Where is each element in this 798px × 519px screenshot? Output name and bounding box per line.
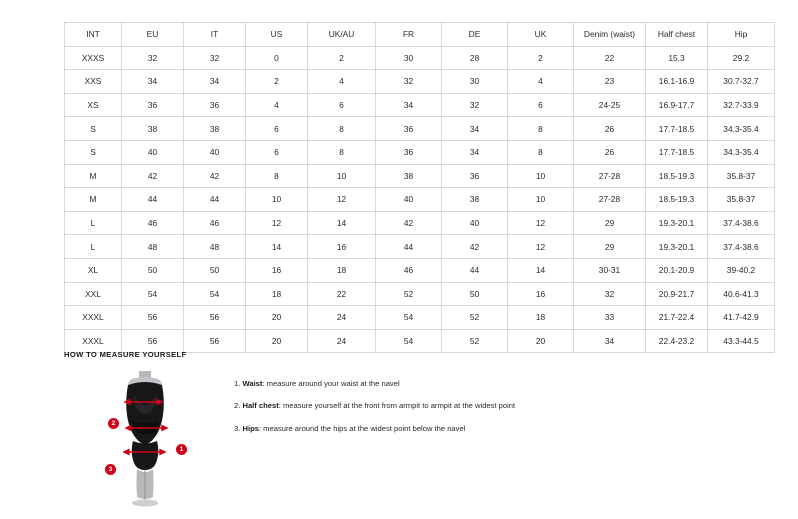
table-cell: 34 [184, 70, 246, 94]
column-header: Half chest [646, 23, 708, 47]
table-cell: 50 [442, 282, 508, 306]
list-item [234, 379, 515, 388]
table-cell: 30 [442, 70, 508, 94]
table-cell: 22 [574, 46, 646, 70]
table-cell: XXL [65, 282, 122, 306]
table-cell: 10 [246, 188, 308, 212]
table-row [65, 235, 775, 259]
table-cell: 41.7-42.9 [708, 306, 775, 330]
table-cell: 24-25 [574, 93, 646, 117]
table-cell: 19.3-20.1 [646, 235, 708, 259]
table-cell: 27-28 [574, 164, 646, 188]
measure-instruction-list [234, 369, 515, 446]
column-header: FR [376, 23, 442, 47]
mannequin-icon [112, 369, 178, 509]
table-cell: 30 [376, 46, 442, 70]
table-cell: 40 [184, 140, 246, 164]
table-cell: 10 [308, 164, 376, 188]
column-header: IT [184, 23, 246, 47]
instruction-term: Waist [242, 379, 263, 388]
table-cell: 36 [376, 117, 442, 141]
table-cell: 20 [508, 329, 574, 353]
mannequin-diagram [84, 369, 204, 514]
table-cell: 10 [508, 164, 574, 188]
instruction-text: : measure around your waist at the navel [262, 379, 400, 388]
table-cell: 6 [308, 93, 376, 117]
table-cell: 20 [246, 306, 308, 330]
table-cell: 14 [246, 235, 308, 259]
table-cell: 40 [442, 211, 508, 235]
size-chart-table [64, 22, 775, 353]
table-cell: 42 [376, 211, 442, 235]
table-cell: 8 [308, 117, 376, 141]
table-cell: 2 [246, 70, 308, 94]
table-cell: XXXL [65, 329, 122, 353]
table-cell: 34 [442, 140, 508, 164]
instruction-term: Hips [242, 423, 259, 433]
table-cell: 34.3-35.4 [708, 140, 775, 164]
table-cell: 18.5-19.3 [646, 188, 708, 212]
table-cell: 46 [122, 211, 184, 235]
table-cell: 16 [508, 282, 574, 306]
table-cell: 54 [184, 282, 246, 306]
table-cell: 24 [308, 306, 376, 330]
table-cell: 20.1-20.9 [646, 258, 708, 282]
table-cell: 48 [184, 235, 246, 259]
table-cell: 16 [308, 235, 376, 259]
table-cell: 0 [246, 46, 308, 70]
table-cell: 42 [442, 235, 508, 259]
table-cell: XXXL [65, 306, 122, 330]
table-cell: 15.3 [646, 46, 708, 70]
instruction-number: 3. [234, 423, 241, 433]
table-cell: 34 [442, 117, 508, 141]
table-cell: 43.3-44.5 [708, 329, 775, 353]
table-cell: 56 [184, 306, 246, 330]
table-cell: 44 [376, 235, 442, 259]
table-row [65, 117, 775, 141]
column-header: INT [65, 23, 122, 47]
table-row [65, 70, 775, 94]
table-cell: 36 [376, 140, 442, 164]
table-cell: 54 [376, 306, 442, 330]
table-cell: 38 [442, 188, 508, 212]
column-header: DE [442, 23, 508, 47]
table-cell: 12 [508, 211, 574, 235]
table-cell: M [65, 164, 122, 188]
table-cell: 39-40.2 [708, 258, 775, 282]
table-cell: 34 [376, 93, 442, 117]
table-cell: 14 [308, 211, 376, 235]
table-cell: 12 [246, 211, 308, 235]
table-cell: 46 [184, 211, 246, 235]
table-cell: 22 [308, 282, 376, 306]
table-cell: 52 [442, 329, 508, 353]
table-cell: 2 [508, 46, 574, 70]
measure-body [64, 369, 764, 514]
table-cell: 6 [246, 140, 308, 164]
table-cell: 12 [308, 188, 376, 212]
table-cell: 38 [122, 117, 184, 141]
table-cell: 18 [308, 258, 376, 282]
list-item [234, 424, 515, 433]
table-cell: 48 [122, 235, 184, 259]
table-cell: 20.9-21.7 [646, 282, 708, 306]
column-header: UK/AU [308, 23, 376, 47]
table-cell: 18.5-19.3 [646, 164, 708, 188]
table-cell: 16.9-17.7 [646, 93, 708, 117]
table-row [65, 282, 775, 306]
table-row [65, 258, 775, 282]
bullet-marker-3: 3 [105, 464, 116, 475]
table-cell: 50 [122, 258, 184, 282]
table-cell: 26 [574, 117, 646, 141]
table-cell: 12 [508, 235, 574, 259]
table-header-row [65, 23, 775, 47]
table-cell: S [65, 117, 122, 141]
table-cell: 27-28 [574, 188, 646, 212]
instruction-text: : measure around the hips at the widest point below the navel [258, 423, 466, 433]
table-row [65, 140, 775, 164]
table-cell: 24 [308, 329, 376, 353]
table-cell: 29 [574, 235, 646, 259]
table-cell: 29.2 [708, 46, 775, 70]
table-cell: 30.7-32.7 [708, 70, 775, 94]
instruction-number: 1. [234, 379, 241, 388]
table-cell: 4 [246, 93, 308, 117]
table-cell: 18 [246, 282, 308, 306]
column-header: EU [122, 23, 184, 47]
table-cell: 23 [574, 70, 646, 94]
table-cell: L [65, 211, 122, 235]
table-cell: 35.8-37 [708, 188, 775, 212]
table-cell: 54 [376, 329, 442, 353]
table-cell: 8 [508, 140, 574, 164]
table-cell: 4 [308, 70, 376, 94]
table-row [65, 306, 775, 330]
table-cell: 19.3-20.1 [646, 211, 708, 235]
table-cell: 28 [442, 46, 508, 70]
table-cell: 36 [122, 93, 184, 117]
table-cell: 34 [574, 329, 646, 353]
table-cell: 18 [508, 306, 574, 330]
table-cell: XL [65, 258, 122, 282]
table-cell: 2 [308, 46, 376, 70]
table-row [65, 164, 775, 188]
table-cell: 40 [122, 140, 184, 164]
table-cell: 56 [122, 306, 184, 330]
column-header: Denim (waist) [574, 23, 646, 47]
table-cell: 46 [376, 258, 442, 282]
table-cell: 21.7-22.4 [646, 306, 708, 330]
table-cell: 40 [376, 188, 442, 212]
table-cell: 40.6-41.3 [708, 282, 775, 306]
column-header: US [246, 23, 308, 47]
instruction-text: : measure yourself at the front from armpit to armpit at the widest point [278, 401, 516, 411]
table-cell: 42 [184, 164, 246, 188]
table-row [65, 188, 775, 212]
table-cell: 32 [122, 46, 184, 70]
table-cell: 34.3-35.4 [708, 117, 775, 141]
table-cell: 32.7-33.9 [708, 93, 775, 117]
table-row [65, 211, 775, 235]
table-cell: 8 [508, 117, 574, 141]
table-cell: 36 [442, 164, 508, 188]
table-cell: 56 [122, 329, 184, 353]
table-cell: 32 [376, 70, 442, 94]
table-cell: 35.8-37 [708, 164, 775, 188]
table-cell: 56 [184, 329, 246, 353]
column-header: Hip [708, 23, 775, 47]
instruction-number: 2. [234, 401, 241, 411]
table-cell: 50 [184, 258, 246, 282]
instruction-term: Half chest [242, 401, 279, 411]
section-title: HOW TO MEASURE YOURSELF [64, 350, 187, 359]
table-cell: 26 [574, 140, 646, 164]
table-cell: 16 [246, 258, 308, 282]
table-cell: XXS [65, 70, 122, 94]
table-cell: 22.4-23.2 [646, 329, 708, 353]
bullet-marker-1: 1 [176, 444, 187, 455]
table-cell: 54 [122, 282, 184, 306]
table-cell: 8 [246, 164, 308, 188]
table-cell: 14 [508, 258, 574, 282]
bullet-marker-2: 2 [108, 418, 119, 429]
list-item [234, 401, 515, 410]
table-cell: 37.4-38.6 [708, 235, 775, 259]
table-cell: 52 [376, 282, 442, 306]
size-chart-container [64, 22, 759, 353]
table-row [65, 46, 775, 70]
table-cell: 36 [184, 93, 246, 117]
table-cell: 8 [308, 140, 376, 164]
table-cell: 17.7-18.5 [646, 140, 708, 164]
table-cell: L [65, 235, 122, 259]
table-cell: 6 [508, 93, 574, 117]
table-cell: 10 [508, 188, 574, 212]
table-cell: 42 [122, 164, 184, 188]
column-header: UK [508, 23, 574, 47]
table-cell: 34 [122, 70, 184, 94]
table-cell: 6 [246, 117, 308, 141]
table-cell: 20 [246, 329, 308, 353]
table-cell: XS [65, 93, 122, 117]
table-cell: 44 [442, 258, 508, 282]
table-cell: 4 [508, 70, 574, 94]
table-cell: 32 [574, 282, 646, 306]
table-cell: 32 [184, 46, 246, 70]
table-cell: 38 [376, 164, 442, 188]
table-cell: 44 [184, 188, 246, 212]
table-cell: 38 [184, 117, 246, 141]
table-cell: 52 [442, 306, 508, 330]
table-cell: M [65, 188, 122, 212]
table-cell: 37.4-38.6 [708, 211, 775, 235]
how-to-measure-section [64, 350, 764, 514]
table-cell: XXXS [65, 46, 122, 70]
table-cell: 44 [122, 188, 184, 212]
table-cell: 33 [574, 306, 646, 330]
table-cell: S [65, 140, 122, 164]
table-cell: 17.7-18.5 [646, 117, 708, 141]
table-cell: 32 [442, 93, 508, 117]
table-row [65, 93, 775, 117]
table-cell: 16.1-16.9 [646, 70, 708, 94]
table-cell: 29 [574, 211, 646, 235]
table-cell: 30-31 [574, 258, 646, 282]
